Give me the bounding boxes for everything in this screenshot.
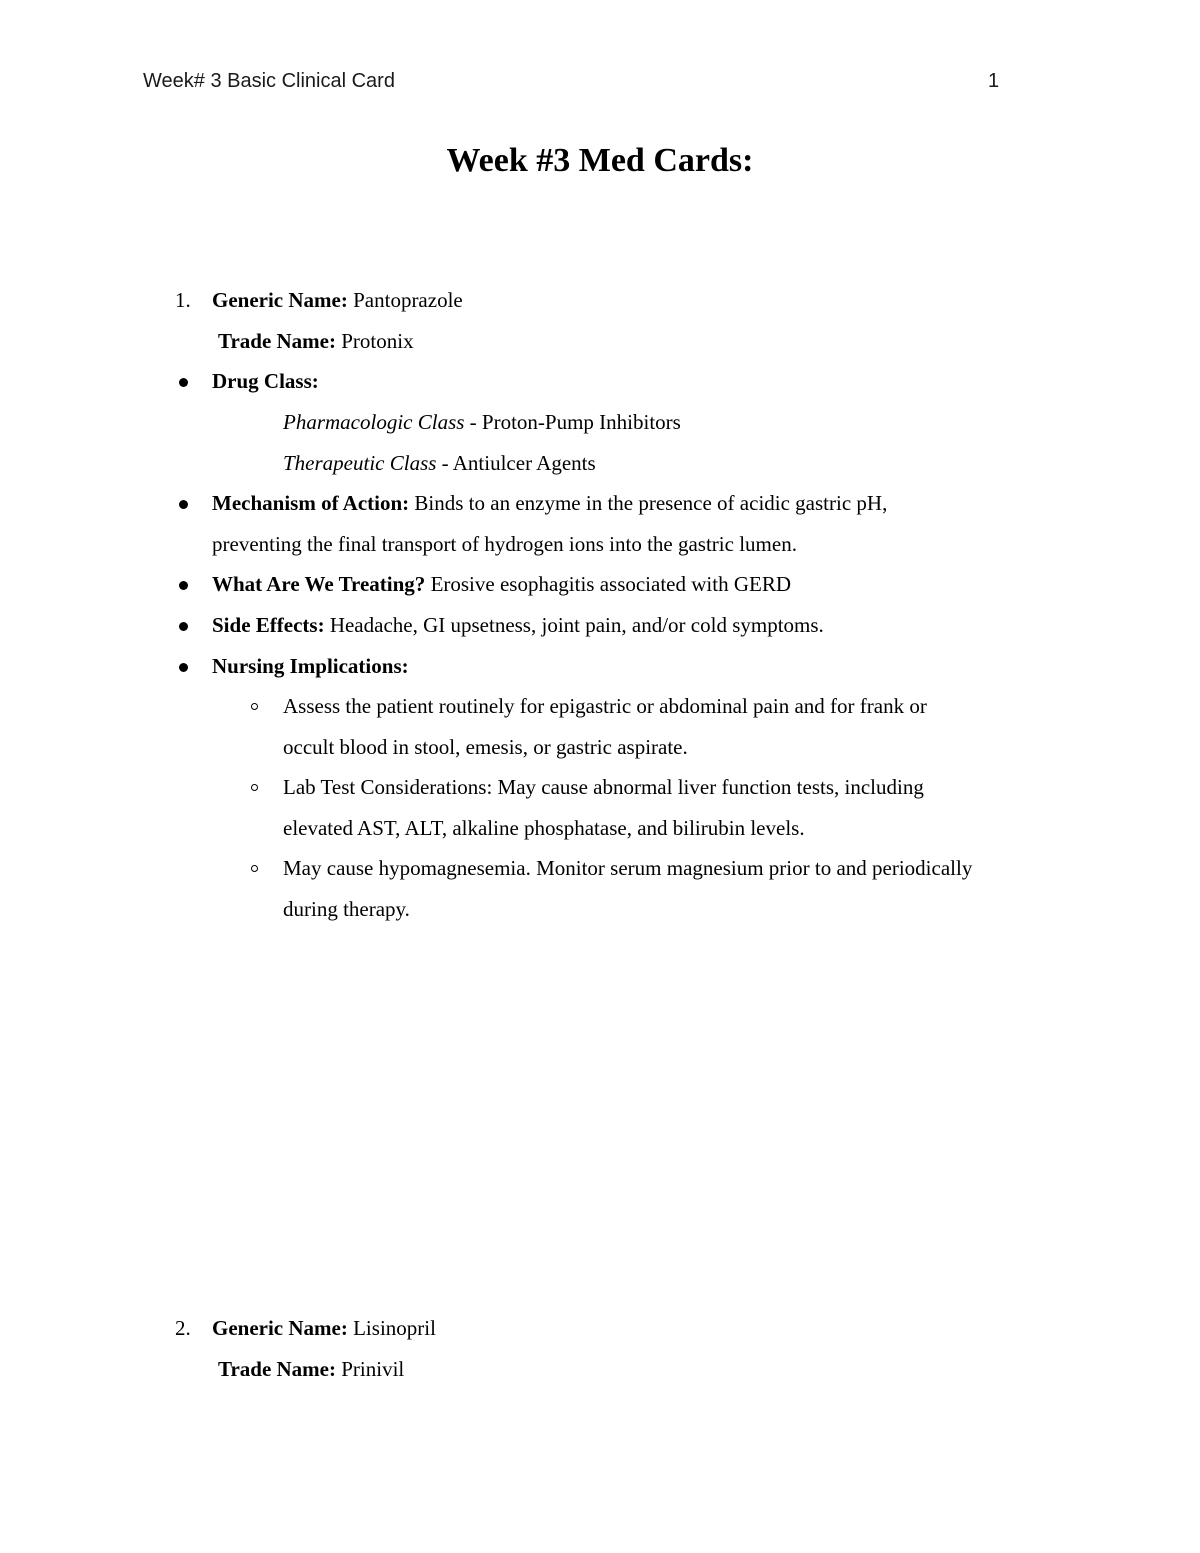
pharmacologic-class-label: Pharmacologic Class xyxy=(283,410,465,434)
document-title: Week #3 Med Cards: xyxy=(446,142,754,179)
circle-bullet-icon xyxy=(251,865,258,872)
mechanism-line-2: preventing the final transport of hydrogen ions into the gastric lumen. xyxy=(212,532,797,556)
therapeutic-class-label: Therapeutic Class xyxy=(283,451,437,475)
bullet-icon xyxy=(179,581,188,590)
med-2-number: 2. xyxy=(175,1316,191,1340)
med-1-therapeutic-class xyxy=(283,450,596,477)
nursing-item-continued: elevated AST, ALT, alkaline phosphatase, and bilirubin levels. xyxy=(283,816,805,840)
circle-bullet-icon xyxy=(251,703,258,710)
circle-bullet-icon xyxy=(251,784,258,791)
trade-name-value: Protonix xyxy=(341,329,414,353)
med-1-generic-name xyxy=(212,287,463,314)
mechanism-line-1: Binds to an enzyme in the presence of acidic gastric pH, xyxy=(414,491,888,515)
mechanism-label: Mechanism of Action: xyxy=(212,491,410,515)
med-1-number: 1. xyxy=(175,288,191,312)
drug-class-label: Drug Class: xyxy=(212,369,319,393)
med-2-trade-name xyxy=(218,1356,404,1383)
med-1-side-effects xyxy=(212,612,824,639)
bullet-icon xyxy=(179,378,188,387)
page-number: 1 xyxy=(988,70,1000,92)
generic-name-value: Pantoprazole xyxy=(353,288,463,312)
med-1-treating xyxy=(212,571,791,598)
med-1-drug-class xyxy=(212,368,319,395)
bullet-icon xyxy=(179,500,188,509)
trade-name-label: Trade Name: xyxy=(218,1357,336,1381)
therapeutic-class-value: - Antiulcer Agents xyxy=(436,451,596,475)
nursing-implications-label: Nursing Implications: xyxy=(212,654,409,678)
nursing-item-continued: occult blood in stool, emesis, or gastric aspirate. xyxy=(283,735,688,759)
generic-name-value: Lisinopril xyxy=(353,1316,436,1340)
trade-name-label: Trade Name: xyxy=(218,329,336,353)
med-1-mechanism-of-action xyxy=(212,490,887,517)
side-effects-label: Side Effects: xyxy=(212,613,325,637)
med-1-mechanism-continued xyxy=(212,531,797,558)
generic-name-label: Generic Name: xyxy=(212,288,348,312)
nursing-item: Lab Test Considerations: May cause abnormal liver function tests, including xyxy=(283,775,924,799)
treating-value: Erosive esophagitis associated with GERD xyxy=(430,572,791,596)
med-2-generic-name xyxy=(212,1315,436,1342)
generic-name-label: Generic Name: xyxy=(212,1316,348,1340)
med-1-nursing-implications xyxy=(212,653,409,680)
nursing-item: May cause hypomagnesemia. Monitor serum magnesium prior to and periodically xyxy=(283,856,973,880)
bullet-icon xyxy=(179,622,188,631)
pharmacologic-class-value: - Proton-Pump Inhibitors xyxy=(464,410,681,434)
nursing-item-continued: during therapy. xyxy=(283,897,410,921)
bullet-icon xyxy=(179,663,188,672)
treating-label: What Are We Treating? xyxy=(212,572,426,596)
med-1-pharmacologic-class xyxy=(283,409,681,436)
side-effects-value: Headache, GI upsetness, joint pain, and/or cold symptoms. xyxy=(329,613,824,637)
med-1-trade-name xyxy=(218,328,414,355)
nursing-item: Assess the patient routinely for epigastric or abdominal pain and for frank or xyxy=(283,694,927,718)
running-head: Week# 3 Basic Clinical Card xyxy=(143,70,395,92)
trade-name-value: Prinivil xyxy=(341,1357,405,1381)
